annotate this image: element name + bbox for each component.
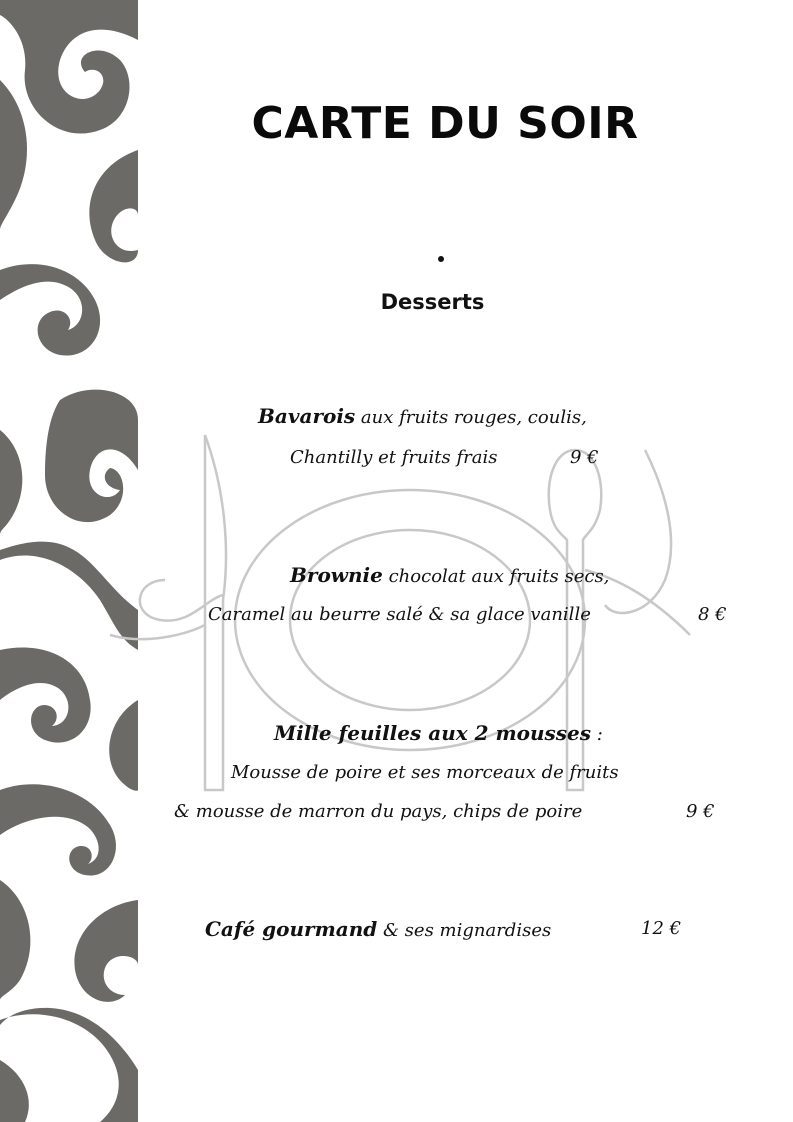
menu-item-name: Brownie <box>290 563 383 587</box>
menu-item-price: 8 € <box>698 604 727 625</box>
menu-item-description: : <box>591 724 603 745</box>
menu-item-line <box>274 721 603 747</box>
section-heading: Desserts <box>380 290 485 314</box>
menu-item-description: aux fruits rouges, coulis, <box>355 407 587 428</box>
menu-item-description: & ses mignardises <box>377 920 552 941</box>
menu-item-description: chocolat aux fruits secs, <box>382 566 610 587</box>
menu-title: CARTE DU SOIR <box>251 98 639 149</box>
menu-item-line <box>205 917 551 943</box>
menu-item-name: Mille feuilles aux 2 mousses <box>274 721 592 745</box>
menu-item-description: Chantilly et fruits frais <box>290 447 498 468</box>
menu-item-description: & mousse de marron du pays, chips de poire <box>174 801 583 822</box>
menu-item-price: 12 € <box>641 918 682 939</box>
menu-item-price: 9 € <box>686 801 715 822</box>
menu-item-name: Bavarois <box>258 404 356 428</box>
menu-item-price: 9 € <box>570 447 599 468</box>
bullet-separator <box>438 256 444 262</box>
menu-item-name: Café gourmand <box>205 917 378 941</box>
menu-item-description: Mousse de poire et ses morceaux de fruits <box>231 762 619 783</box>
menu-item-line <box>258 404 587 430</box>
menu-item-description: Caramel au beurre salé & sa glace vanille <box>208 604 591 625</box>
menu-item-line <box>290 563 609 589</box>
